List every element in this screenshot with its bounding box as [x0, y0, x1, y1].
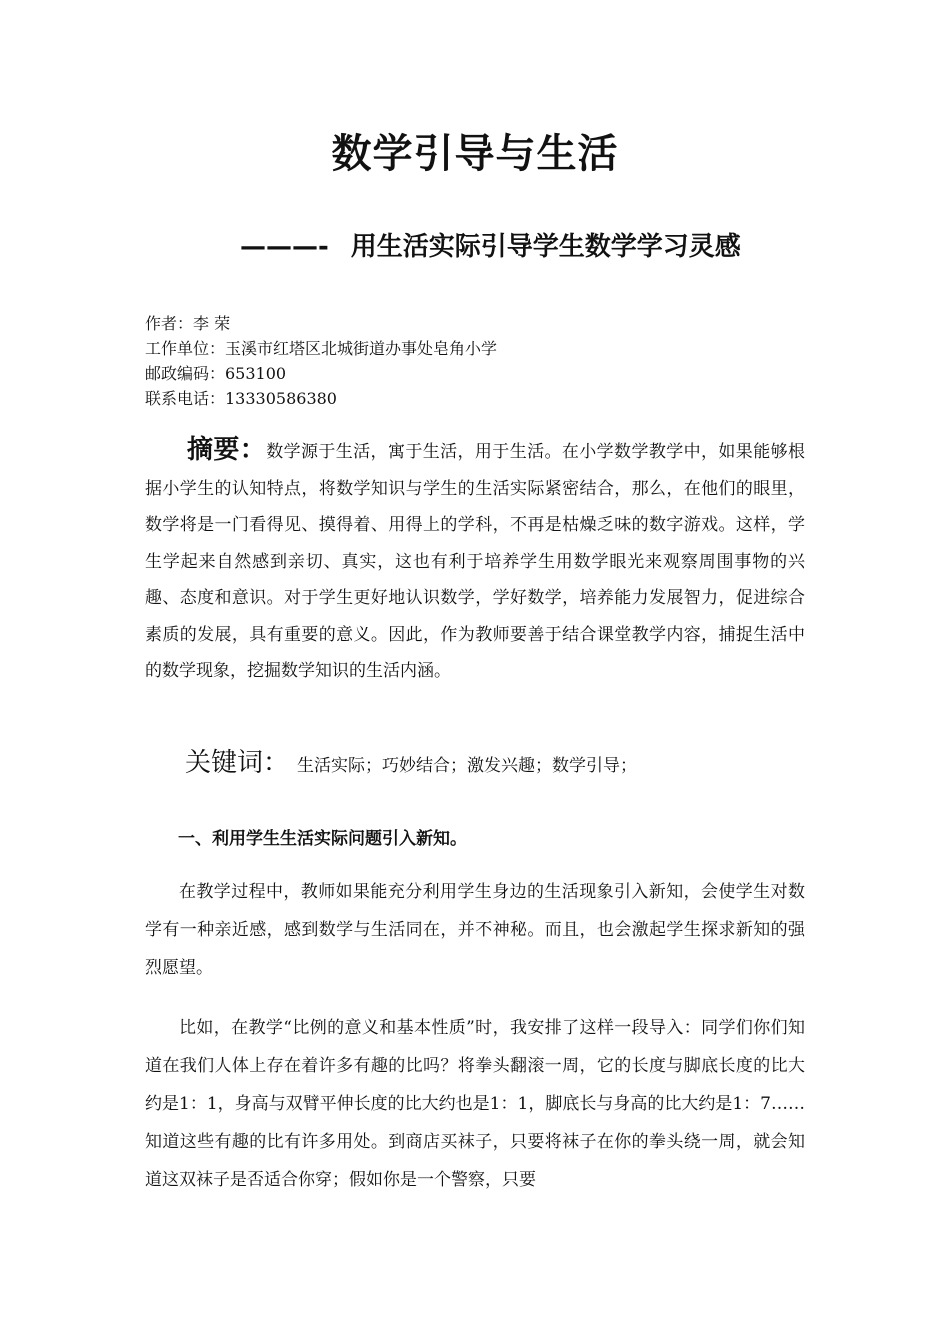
keywords-label: 关键词： [185, 748, 290, 778]
abstract-label: 摘要： [187, 435, 267, 465]
subtitle-dash: ———- [240, 232, 329, 262]
document-title: 数学引导与生活 [331, 131, 619, 177]
section-heading: 一、利用学生生活实际问题引入新知。 [178, 829, 467, 849]
phone-line: 联系电话：13330586380 [145, 389, 337, 408]
postcode-line: 邮政编码：653100 [145, 364, 287, 383]
subtitle-text: 用生活实际引导学生数学学习灵感 [350, 232, 741, 262]
author-info-block [145, 311, 825, 411]
unit-line: 工作单位：玉溪市红塔区北城街道办事处皂角小学 [145, 339, 498, 358]
keywords-line [145, 742, 825, 779]
body-paragraph-2: 比如，在教学“比例的意义和基本性质”时，我安排了这样一段导入：同学们你们知道在我们人体上存在着许多有趣的比吗？将拳头翻滚一周，它的长度与脚底长度的比大约是1：1，身高与双臂平伸长度的比大约也是1：1，脚底长与身高的比大约是1：7……知道这些有趣的比有许多用处。到商店买袜子，只要将袜子在你的拳头绕一周，就会知道这双袜子是否适合你穿；假如你是一个警察，只要 [145, 1018, 805, 1190]
abstract-text: 数学源于生活，寓于生活，用于生活。在小学数学教学中，如果能够根据小学生的认知特点，将数学知识与学生的生活实际紧密结合，那么，在他们的眼里，数学将是一门看得见、摸得着、用得上的学科，不再是枯燥乏味的数字游戏。这样，学生学起来自然感到亲切、真实，这也有利于培养学生用数学眼光来观察周围事物的兴趣、态度和意识。对于学生更好地认识数学，学好数学，培养能力发展智力，促进综合素质的发展，具有重要的意义。因此，作为教师要善于结合课堂教学内容，捕捉生活中的数学现象，挖掘数学知识的生活内涵。 [145, 442, 805, 681]
body-paragraph-1: 在教学过程中，教师如果能充分利用学生身边的生活现象引入新知，会使学生对数学有一种亲近感，感到数学与生活同在，并不神秘。而且，也会激起学生探求新知的强烈愿望。 [145, 882, 805, 978]
abstract-paragraph [145, 432, 805, 690]
keywords-text: 生活实际；巧妙结合；激发兴趣；数学引导； [297, 756, 638, 776]
document-subtitle [240, 226, 920, 263]
author-line: 作者：李 荣 [145, 314, 231, 333]
